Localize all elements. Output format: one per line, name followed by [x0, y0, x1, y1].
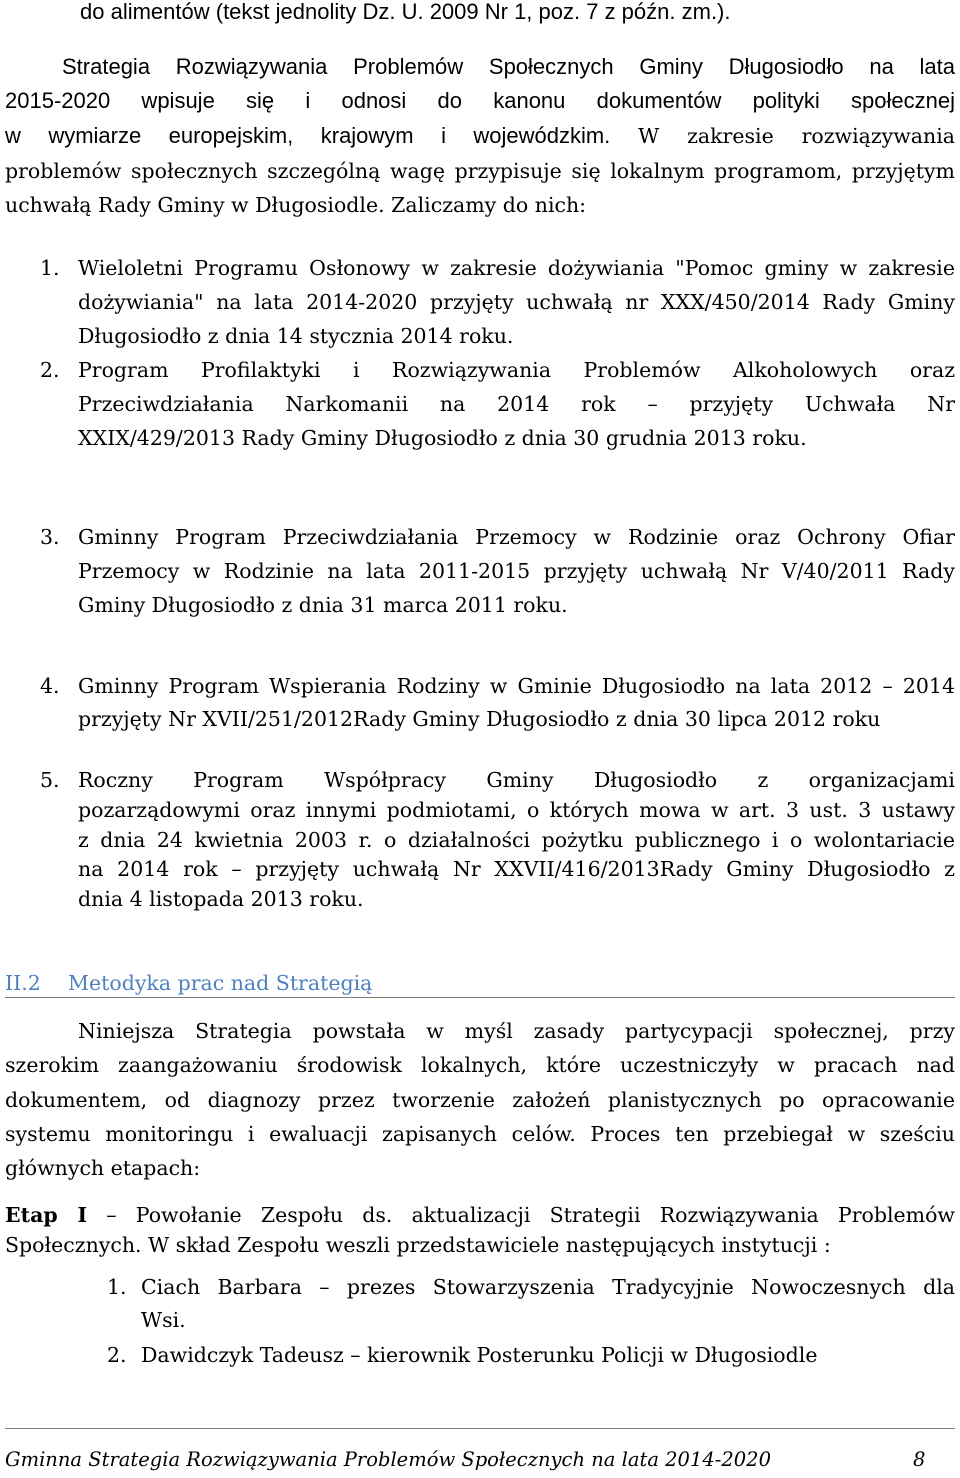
list-item-line: Gminny Program Przeciwdziałania Przemocy w Rodzinie oraz Ochrony Ofiar	[78, 525, 955, 549]
footer-title: Gminna Strategia Rozwiązywania Problemów Społecznych na lata 2014-2020	[5, 1448, 771, 1471]
list-item-line: Wsi.	[141, 1307, 186, 1332]
continuation-text-block	[80, 0, 955, 24]
list-item-line: przyjęty Nr XVII/251/2012Rady Gminy Długosiodło z dnia 30 lipca 2012 roku	[78, 706, 881, 731]
sentence-fragment: W zakresie rozwiązywania	[638, 124, 955, 148]
list-item-text	[141, 1339, 955, 1372]
list-item-text	[141, 1271, 955, 1337]
list-item-text	[78, 766, 955, 915]
list-item-text	[78, 670, 955, 736]
stage-paragraph	[5, 1200, 955, 1260]
list-item-line: dożywiania" na lata 2014-2020 przyjęty uchwałą nr XXX/450/2014 Rady Gminy	[78, 290, 955, 314]
paragraph-line: Społecznych. W skład Zespołu weszli przedstawiciele następujących instytucji :	[5, 1233, 831, 1257]
page-footer	[5, 1445, 955, 1475]
list-item-line: Gminy Długosiodło z dnia 31 marca 2011 roku.	[78, 593, 568, 617]
list-item-line: Gminny Program Wspierania Rodziny w Gminie Długosiodło na lata 2012 – 2014	[78, 673, 955, 698]
list-item-line: Dawidczyk Tadeusz – kierownik Posterunku Policji w Długosiodle	[141, 1342, 818, 1367]
paragraph-line	[5, 1200, 955, 1230]
list-number: 4.	[40, 673, 60, 698]
list-number: 1.	[107, 1274, 127, 1299]
list-number: 2.	[40, 358, 60, 382]
paragraph-line: problemów społecznych szczególną wagę przypisuje się lokalnym programom, przyjętym	[5, 158, 955, 183]
page-number: 8	[913, 1448, 926, 1471]
list-number: 5.	[40, 768, 60, 792]
method-paragraph	[5, 1014, 955, 1185]
section-heading	[5, 966, 955, 1000]
list-item-line: Długosiodło z dnia 14 stycznia 2014 roku.	[78, 324, 514, 348]
paragraph-line: 2015-2020 wpisuje się i odnosi do kanonu dokumentów polityki społecznej	[5, 88, 955, 114]
list-number: 2.	[107, 1342, 127, 1367]
list-item-line: Wieloletni Programu Osłonowy w zakresie dożywiania "Pomoc gminy w zakresie	[78, 256, 955, 280]
paragraph-line: szerokim zaangażowaniu środowisk lokalnych, które uczestniczyły w pracach nad	[5, 1053, 955, 1078]
footer-divider	[5, 1428, 955, 1429]
stage-text: – Powołanie Zespołu ds. aktualizacji Strategii Rozwiązywania Problemów	[106, 1203, 955, 1227]
list-item-text	[78, 520, 955, 622]
list-item-line: Przeciwdziałania Narkomanii na 2014 rok – przyjęty Uchwała Nr	[78, 392, 955, 416]
paragraph-line: uchwałą Rady Gminy w Długosiodle. Zaliczamy do nich:	[5, 193, 587, 218]
list-item-line: z dnia 24 kwietnia 2003 r. o działalności pożytku publicznego i o wolontariacie	[78, 827, 955, 852]
sentence-fragment: w wymiarze europejskim, krajowym i wojewódzkim.	[5, 123, 611, 148]
section-number: II.2	[5, 971, 41, 995]
section-title: Metodyka prac nad Strategią	[68, 971, 373, 995]
list-item-line: pozarządowymi oraz innymi podmiotami, o których mowa w art. 3 ust. 3 ustawy	[78, 797, 955, 822]
stage-label: Etap I	[5, 1203, 88, 1227]
paragraph-line: systemu monitoringu i ewaluacji zapisanych celów. Proces ten przebiegał w sześciu	[5, 1121, 955, 1146]
list-item-line: Ciach Barbara – prezes Stowarzyszenia Tradycyjnie Nowoczesnych dla	[141, 1274, 955, 1299]
intro-paragraph	[5, 50, 955, 224]
list-number: 1.	[40, 256, 60, 280]
paragraph-line	[5, 119, 955, 154]
list-item-line: XXIX/429/2013 Rady Gminy Długosiodło z dnia 30 grudnia 2013 roku.	[78, 426, 807, 450]
continuation-line: do alimentów (tekst jednolity Dz. U. 2009 Nr 1, poz. 7 z późn. zm.).	[80, 0, 731, 24]
list-number: 3.	[40, 525, 60, 549]
list-item-text	[78, 251, 955, 353]
list-item-text	[78, 353, 955, 455]
list-item-line: Przemocy w Rodzinie na lata 2011-2015 przyjęty uchwałą Nr V/40/2011 Rady	[78, 559, 955, 583]
list-item-line: Roczny Program Współpracy Gminy Długosiodło z organizacjami	[78, 768, 955, 792]
paragraph-line: Niniejsza Strategia powstała w myśl zasady partycypacji społecznej, przy	[78, 1019, 955, 1043]
heading-divider	[5, 997, 955, 998]
list-item-line: Program Profilaktyki i Rozwiązywania Problemów Alkoholowych oraz	[78, 358, 955, 382]
paragraph-line: głównych etapach:	[5, 1156, 201, 1180]
list-item-line: dnia 4 listopada 2013 roku.	[78, 887, 364, 912]
paragraph-line: dokumentem, od diagnozy przez tworzenie założeń planistycznych po opracowanie	[5, 1087, 955, 1112]
list-item-line: na 2014 rok – przyjęty uchwałą Nr XXVII/416/2013Rady Gminy Długosiodło z	[78, 857, 955, 882]
paragraph-line: Strategia Rozwiązywania Problemów Społecznych Gminy Długosiodło na lata	[62, 53, 955, 79]
